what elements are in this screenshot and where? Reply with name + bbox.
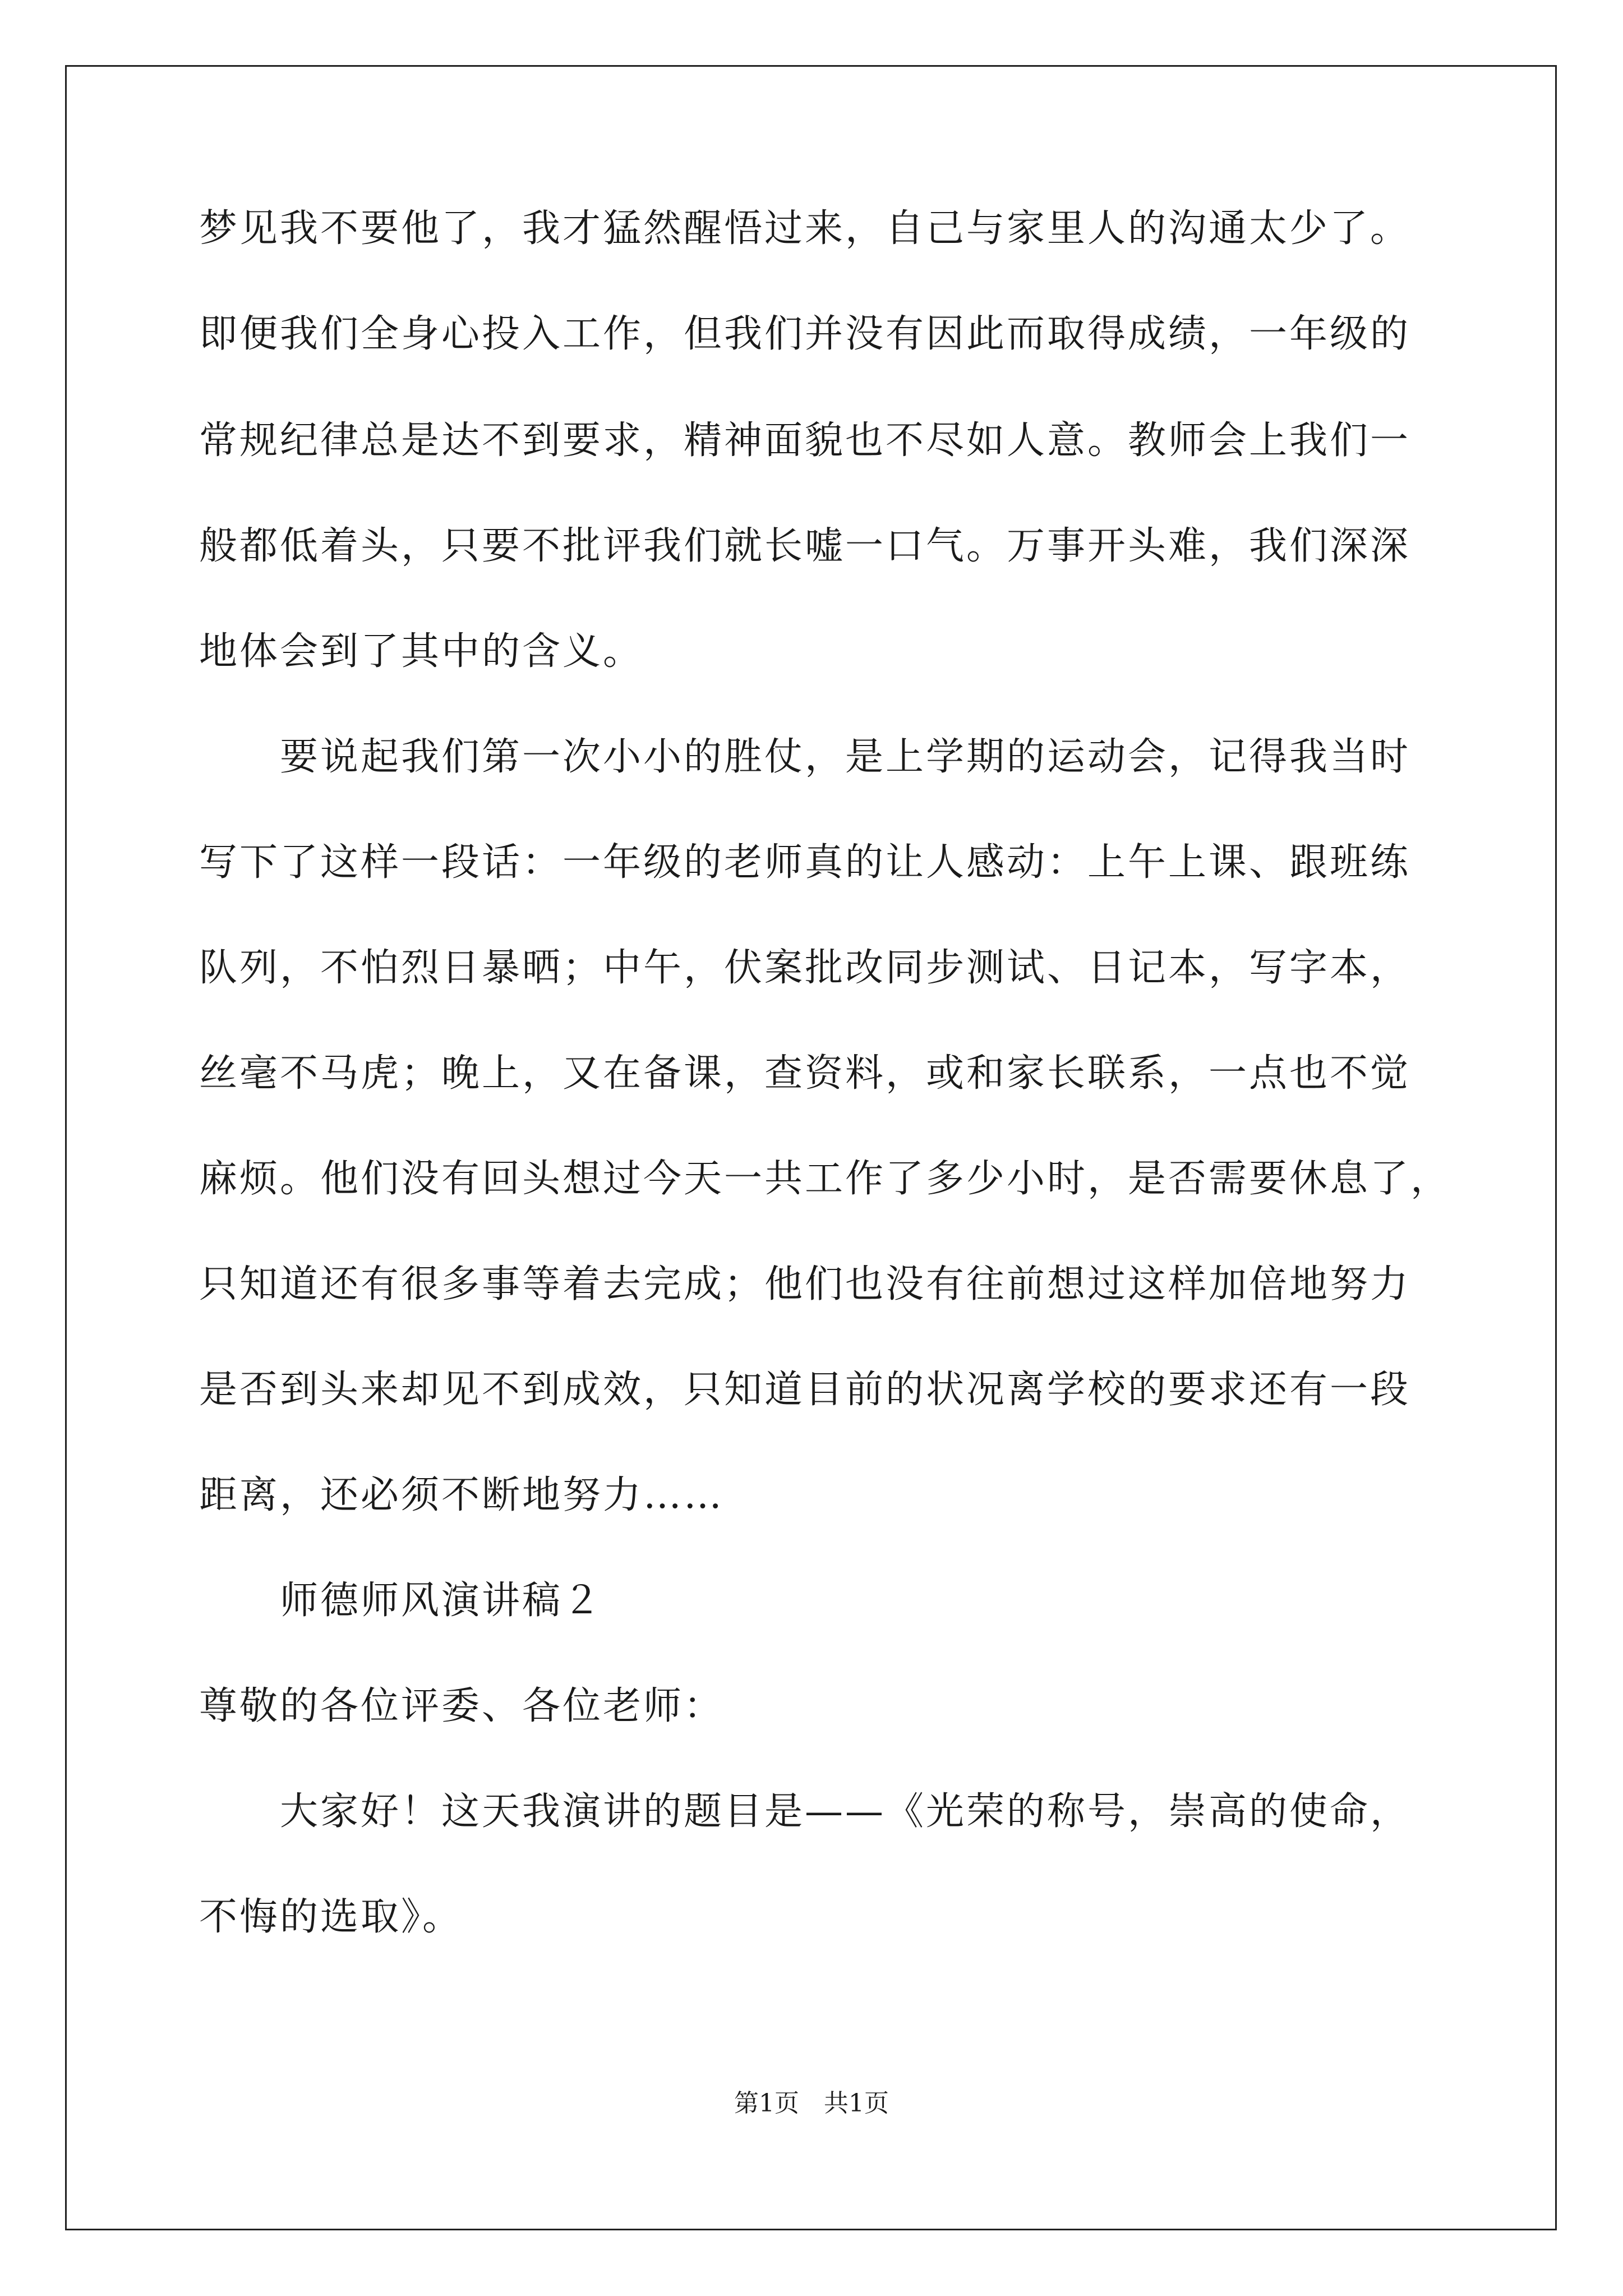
document-body (199, 206, 1451, 1940)
text-line: 只知道还有很多事等着去完成；他们也没有往前想过这样加倍地努力 (199, 1262, 1411, 1306)
page-footer: 第1页 共1页 (734, 2089, 889, 2118)
text-line: 要说起我们第一次小小的胜仗，是上学期的运动会，记得我当时 (199, 735, 1411, 779)
salutation: 尊敬的各位评委、各位老师： (199, 1684, 725, 1728)
text-line: 不悔的选取》。 (199, 1895, 463, 1939)
text-line: 距离，还必须不断地努力…… (199, 1473, 725, 1517)
text-line: 即便我们全身心投入工作，但我们并没有因此而取得成绩，一年级的 (199, 312, 1411, 356)
text-line: 是否到头来却见不到成效，只知道目前的状况离学校的要求还有一段 (199, 1368, 1411, 1412)
text-line: 写下了这样一段话：一年级的老师真的让人感动：上午上课、跟班练 (199, 840, 1411, 885)
text-line: 队列，不怕烈日暴晒；中午，伏案批改同步测试、日记本，写字本， (199, 946, 1411, 990)
text-line: 麻烦。他们没有回头想过今天一共工作了多少小时，是否需要休息了， (199, 1157, 1451, 1201)
section-heading: 师德师风演讲稿２ (199, 1579, 603, 1623)
text-line: 地体会到了其中的含义。 (199, 629, 644, 674)
text-line: 梦见我不要他了，我才猛然醒悟过来，自己与家里人的沟通太少了。 (199, 206, 1411, 251)
text-line: 大家好！这天我演讲的题目是——《光荣的称号，崇高的使命， (199, 1789, 1411, 1834)
text-line: 丝毫不马虎；晚上，又在备课，查资料，或和家长联系，一点也不觉 (199, 1051, 1411, 1096)
text-line: 常规纪律总是达不到要求，精神面貌也不尽如人意。教师会上我们一 (199, 418, 1411, 463)
text-line: 般都低着头，只要不批评我们就长嘘一口气。万事开头难，我们深深 (199, 524, 1411, 568)
